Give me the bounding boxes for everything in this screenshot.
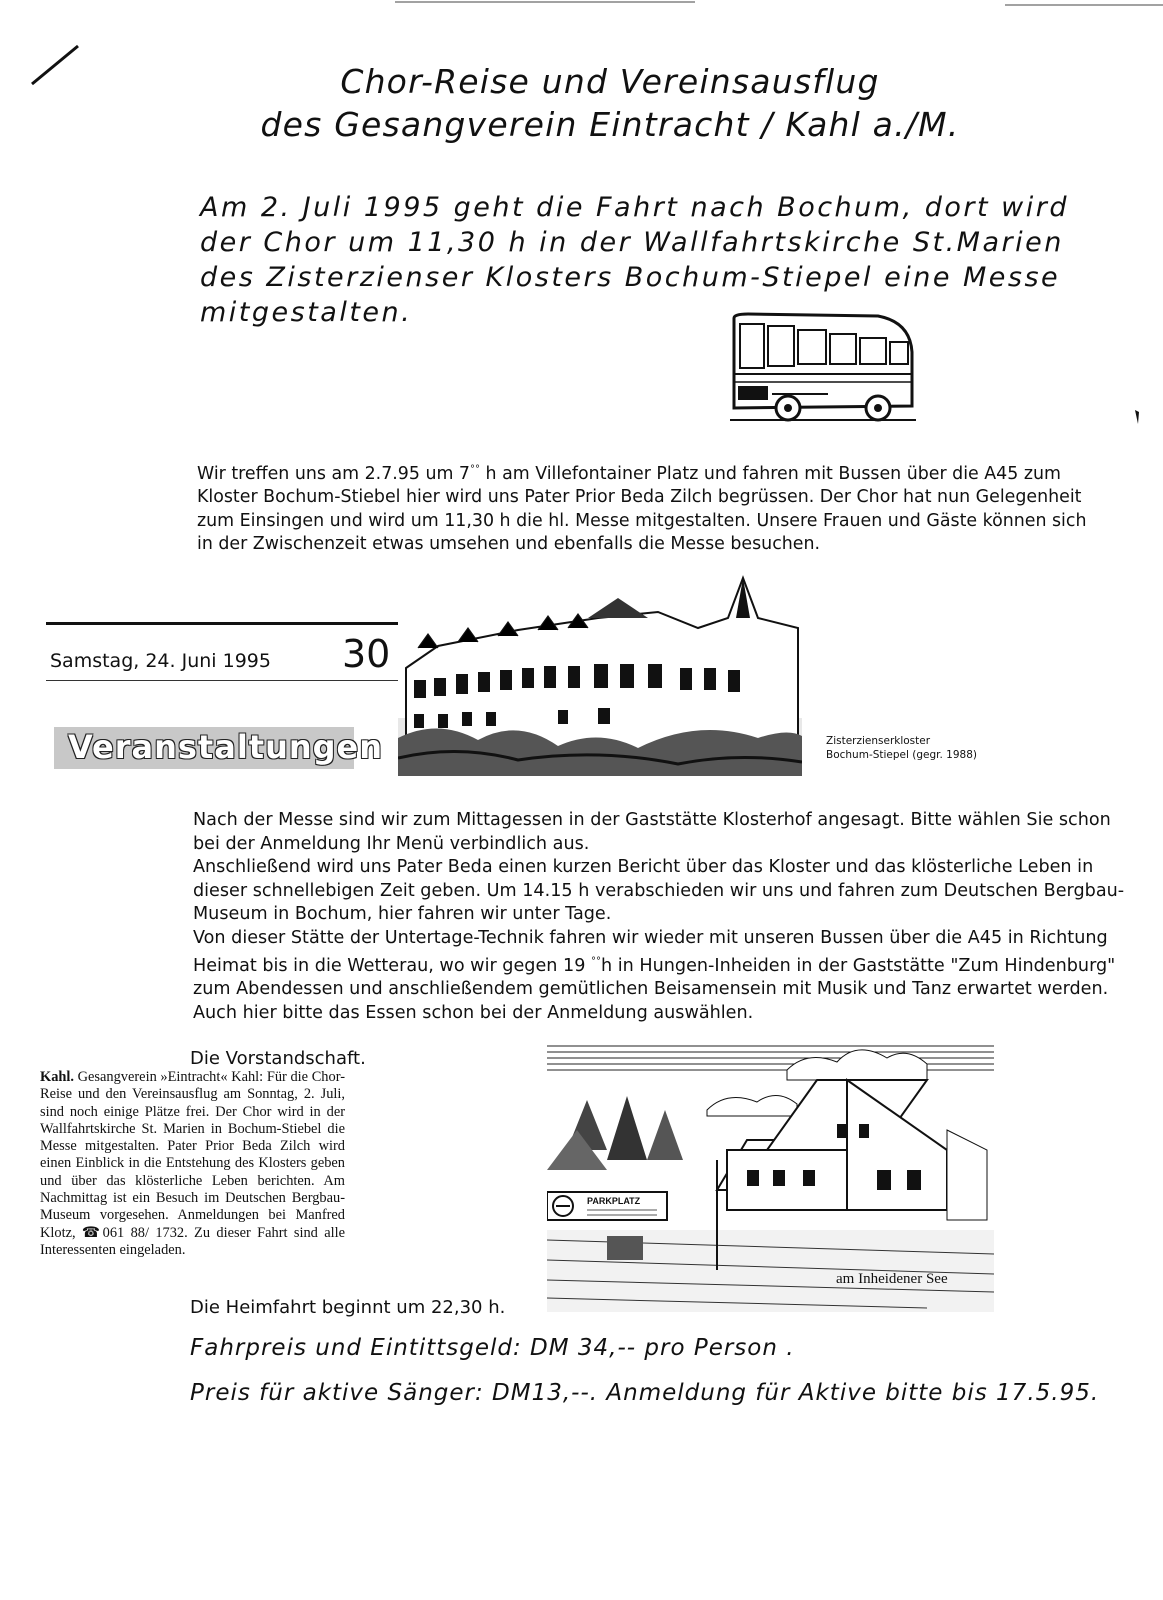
title-line-2: des Gesangverein Eintracht / Kahl a./M. <box>260 105 960 144</box>
meeting-paragraph <box>197 458 1097 557</box>
clipping-lead: Kahl. <box>40 1069 74 1085</box>
newspaper-page-number: 30 <box>342 632 391 676</box>
newspaper-clipping <box>40 1069 345 1259</box>
fare-line: Fahrpreis und Eintittsgeld: DM 34,-- pro Person . <box>190 1335 795 1361</box>
program-evening-rest: h in Hungen-Inheiden in der Gaststätte "Zum Hindenburg" zum Abendessen und anschließendem gemütlichen Beisamensein mit Musik und Tanz erwartet werden. Auch hier bitte das Essen schon bei der Anmeldung auswählen. <box>193 955 1116 1023</box>
section-heading: Veranstaltungen <box>68 728 384 766</box>
photo-caption-line-1: Zisterzienserkloster <box>826 735 931 747</box>
document-title <box>200 60 1020 146</box>
program-evening-superscript: °° <box>591 956 601 967</box>
top-scan-line <box>395 0 1163 8</box>
program-lunch-text: Nach der Messe sind wir zum Mittagessen in der Gaststätte Klosterhof angesagt. Bitte wählen Sie schon bei der Anmeldung Ihr Menü verbindlich aus. <box>193 810 1111 854</box>
inn-caption: am Inheidener See <box>836 1271 948 1287</box>
newspaper-rule-bottom <box>46 680 398 681</box>
program-paragraph <box>193 809 1128 1025</box>
active-singer-price-line: Preis für aktive Sänger: DM13,--. Anmeldung für Aktive bitte bis 17.5.95. <box>190 1380 1100 1406</box>
newspaper-date: Samstag, 24. Juni 1995 <box>50 650 271 672</box>
program-evening-start: Von dieser Stätte der Untertage-Technik fahren wir wieder mit unseren Bussen über die A45 in Richtung Heimat bis in die Wetterau, wo wir gegen 19 <box>193 927 1108 976</box>
intro-paragraph: Am 2. Juli 1995 geht die Fahrt nach Bochum, dort wird der Chor um 11,30 h in der Wallfahrtskirche St.Marien des Zisterzienser Klosters Bochum-Stiepel eine Messe mitgestalten. <box>200 192 1070 328</box>
photo-caption-line-2: Bochum-Stiepel (gegr. 1988) <box>826 749 977 761</box>
homeward-line: Die Heimfahrt beginnt um 22,30 h. <box>190 1297 506 1318</box>
newspaper-rule-top <box>46 622 398 625</box>
program-evening-text <box>193 927 1128 1026</box>
bus-illustration <box>728 312 918 430</box>
pen-stroke-mark <box>28 40 88 90</box>
clipping-body: Gesangverein »Eintracht« Kahl: Für die Chor-Reise und den Vereinsausflug am Sonntag, 2. Juli, sind noch einige Plätze frei. Der Chor wird in der Wallfahrtskirche St. Marien in Bochum-Stiebel die Messe mitgestalten. Pater Prior Beda Zilch wird einen Einblick in die Entstehung des Klosters geben und über das klösterliche Leben berichten. Am Nachmittag ist ein Besuch im Deutschen Bergbau-Museum vorgesehen. Anmeldungen bei Manfred Klotz, ☎061 88/ 1732. Zu dieser Fahrt sind alle Interessenten eingeladen. <box>40 1069 345 1258</box>
photo-caption <box>826 734 1026 762</box>
inn-parking-sign: PARKPLATZ <box>587 1196 641 1206</box>
monastery-photo <box>398 568 802 776</box>
meeting-text-start: Wir treffen uns am 2.7.95 um 7 <box>197 463 470 484</box>
margin-mark <box>1133 410 1141 424</box>
meeting-text-rest: h am Villefontainer Platz und fahren mit Bussen über die A45 zum Kloster Bochum-Stiebel hier wird uns Pater Prior Beda Zilch begrüssen. Der Chor hat nun Gelegenheit zum Einsingen und wird um 11,30 h die hl. Messe mitgestalten. Unsere Frauen und Gäste können sich in der Zwischenzeit etwas umsehen und ebenfalls die Messe besuchen. <box>197 463 1087 555</box>
signature-line: Die Vorstandschaft. <box>190 1048 366 1069</box>
program-museum-text: Anschließend wird uns Pater Beda einen kurzen Bericht über das Kloster und das klösterliche Leben in dieser schnellebigen Zeit geben. Um 14.15 h verabschieden wir uns und fahren zum Deutschen Bergbau-Museum in Bochum, hier fahren wir unter Tage. <box>193 857 1125 924</box>
title-line-1: Chor-Reise und Vereinsausflug <box>340 62 880 101</box>
meeting-time-superscript: °° <box>470 464 480 475</box>
